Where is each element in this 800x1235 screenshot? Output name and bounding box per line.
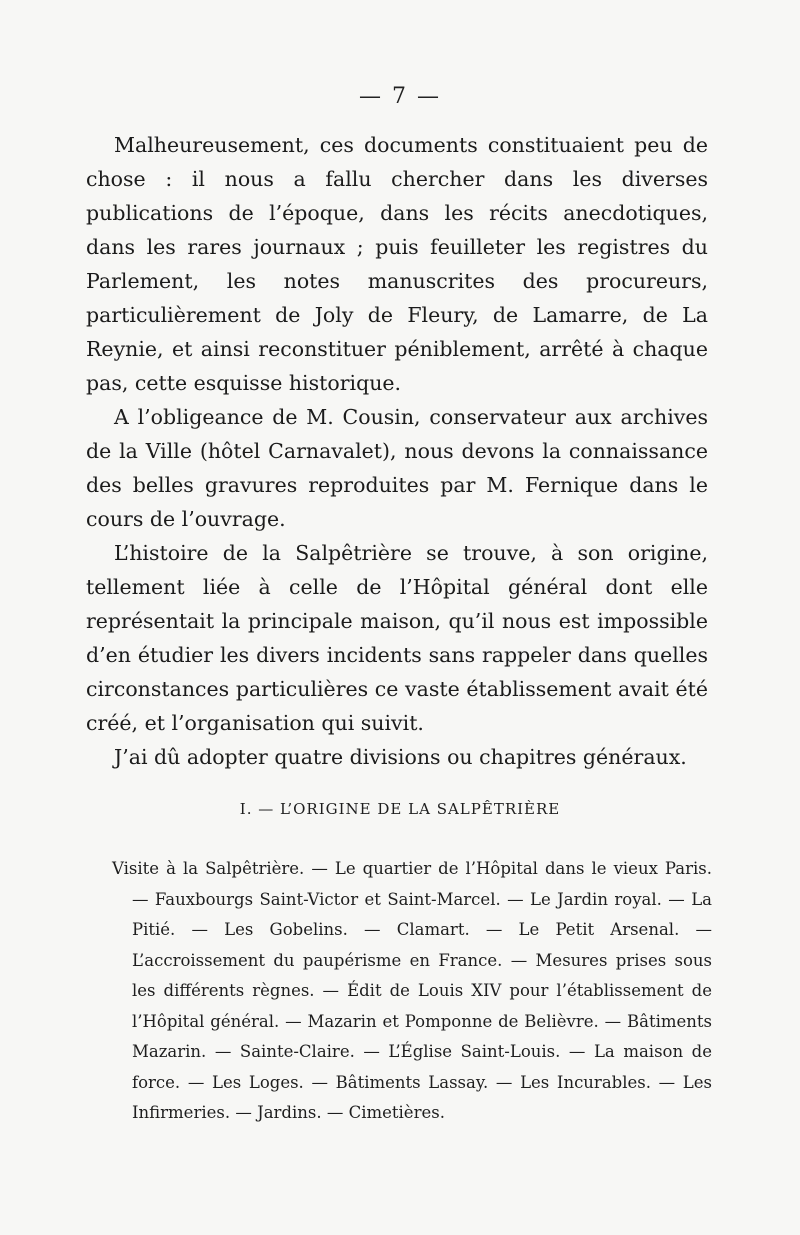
paragraph-divisions: J’ai dû adopter quatre divisions ou chapitres généraux. bbox=[114, 745, 687, 769]
chapter-summary-text: Visite à la Salpêtrière. — Le quartier de l’Hôpital dans le vieux Paris. — Fauxbourgs Saint-Victor et Saint-Marcel. — Le Jardin royal. — La Pitié. — Les Gobelins. — Clamart. — Le Petit Arsenal. — L’accroissement du paupérisme en France. — Mesures prises sous les différents règnes. — Édit de Louis XIV pour l’établissement de l’Hôpital général. — Mazarin et Pomponne de Belièvre. — Bâtiments Mazarin. — Sainte-Claire. — L’Église Saint-Louis. — La maison de force. — Les Loges. — Bâtiments Lassay. — Les Incurables. — Les Infirmeries. — Jardins. — Cimetières. bbox=[112, 859, 712, 1122]
chapter-heading: I. — L’ORIGINE DE LA SALPÊTRIÈRE bbox=[239, 800, 561, 818]
paragraph-acknowledgement: A l’obligeance de M. Cousin, conservateur aux archives de la Ville (hôtel Carnavalet), nous devons la connaissance des belles gravures reproduites par M. Fernique dans le cours de l’ouvrage. bbox=[86, 405, 708, 531]
page-number: — 7 — bbox=[359, 84, 441, 109]
paragraph-documents: Malheureusement, ces documents constituaient peu de chose : il nous a fallu chercher dans les diverses publications de l’époque, dans les récits anecdotiques, dans les rares journaux ; puis feuilleter les registres du Parlement, les notes manuscrites des procureurs, particulièrement de Joly de Fleury, de Lamarre, de La Reynie, et ainsi reconstituer péniblement, arrêté à chaque pas, cette esquisse historique. bbox=[86, 133, 708, 395]
chapter-summary bbox=[112, 854, 712, 1129]
body-text bbox=[86, 128, 708, 774]
paragraph-history: L’histoire de la Salpêtrière se trouve, à son origine, tellement liée à celle de l’Hôpital général dont elle représentait la principale maison, qu’il nous est impossible d’en étudier les divers incidents sans rappeler dans quelles circonstances particulières ce vaste établissement avait été créé, et l’organisation qui suivit. bbox=[86, 541, 708, 735]
